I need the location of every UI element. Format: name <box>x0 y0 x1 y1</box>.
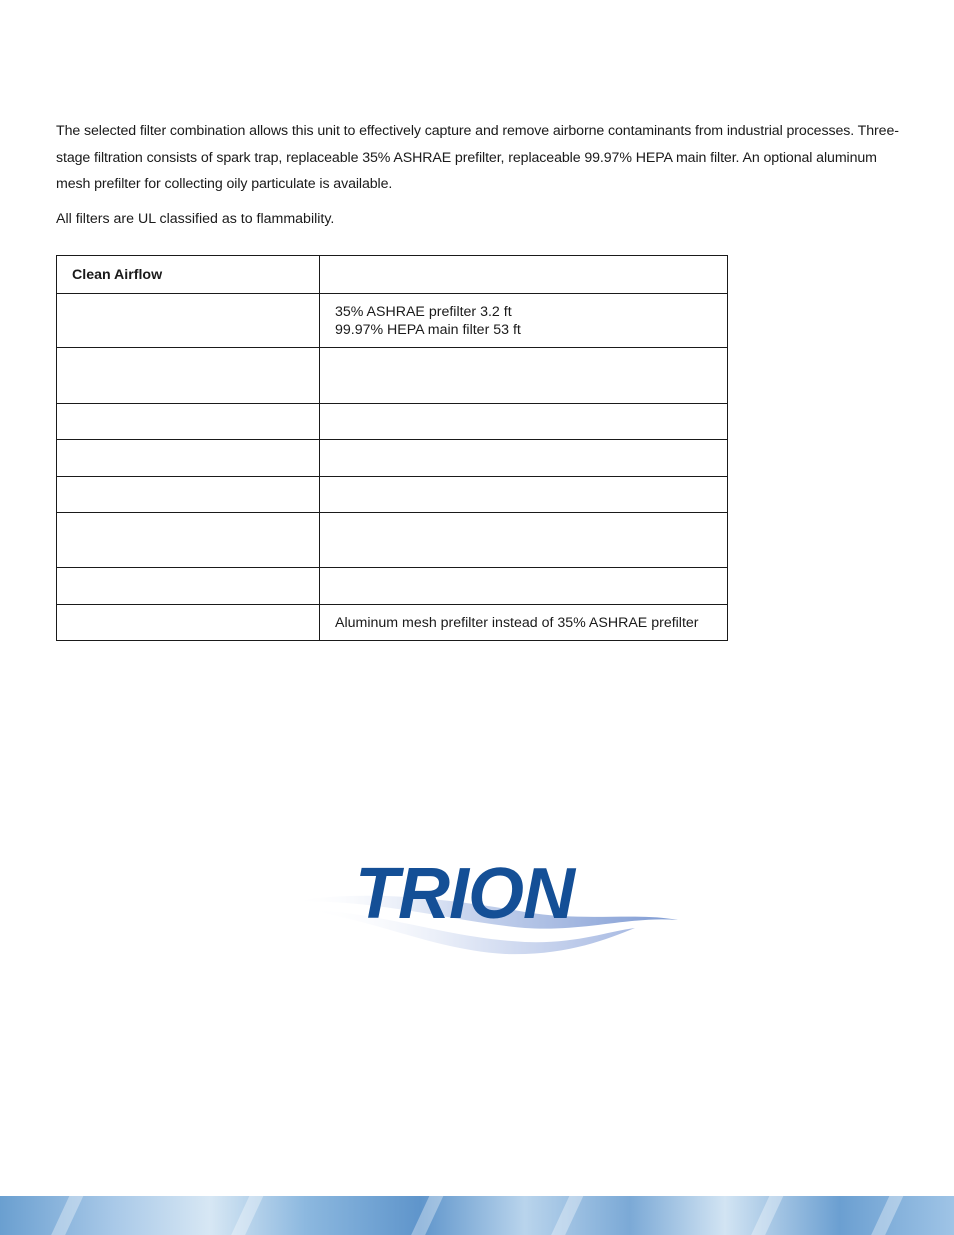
table-row <box>57 256 728 294</box>
value-line: 35% ASHRAE prefilter 3.2 ft <box>335 303 512 320</box>
row-label <box>57 477 320 513</box>
specifications-table <box>56 255 728 641</box>
row-label <box>57 404 320 440</box>
table-row <box>57 440 728 477</box>
band-streak <box>746 1196 788 1235</box>
table-row <box>57 348 728 404</box>
row-value <box>320 513 728 568</box>
table-row <box>57 568 728 605</box>
table-row <box>57 513 728 568</box>
row-label <box>57 348 320 404</box>
row-value <box>320 294 728 348</box>
value-line: 99.97% HEPA main filter 53 ft <box>335 321 521 338</box>
table-row <box>57 477 728 513</box>
table-row <box>57 294 728 348</box>
table-row <box>57 404 728 440</box>
table-row <box>57 605 728 641</box>
row-label <box>57 568 320 605</box>
band-streak <box>406 1196 448 1235</box>
trion-logo <box>285 850 685 965</box>
row-label <box>57 605 320 641</box>
row-value <box>320 348 728 404</box>
band-streak <box>866 1196 908 1235</box>
band-streak <box>546 1196 588 1235</box>
intro-paragraph: The selected filter combination allows this unit to effectively capture and remove airborne contaminants from industrial processes. Three-stage filtration consists of spark trap, replaceable 35% ASHRAE prefilter, replaceable 99.97% HEPA main filter. An optional aluminum mesh prefilter for collecting oily particulate is available. <box>56 123 899 192</box>
row-value <box>320 477 728 513</box>
row-value <box>320 568 728 605</box>
row-label <box>57 294 320 348</box>
row-label <box>57 440 320 477</box>
row-value <box>320 256 728 294</box>
flammability-note: All filters are UL classified as to flammability. <box>56 211 335 227</box>
row-value <box>320 440 728 477</box>
logo-wordmark: TRION <box>355 854 574 934</box>
row-label: Clean Airflow <box>57 256 320 294</box>
row-label <box>57 513 320 568</box>
row-value <box>320 404 728 440</box>
band-streak <box>226 1196 268 1235</box>
value-line: Aluminum mesh prefilter instead of 35% ASHRAE prefilter <box>335 614 699 631</box>
band-streak <box>46 1196 88 1235</box>
footer-decorative-band <box>0 1196 954 1235</box>
row-value <box>320 605 728 641</box>
